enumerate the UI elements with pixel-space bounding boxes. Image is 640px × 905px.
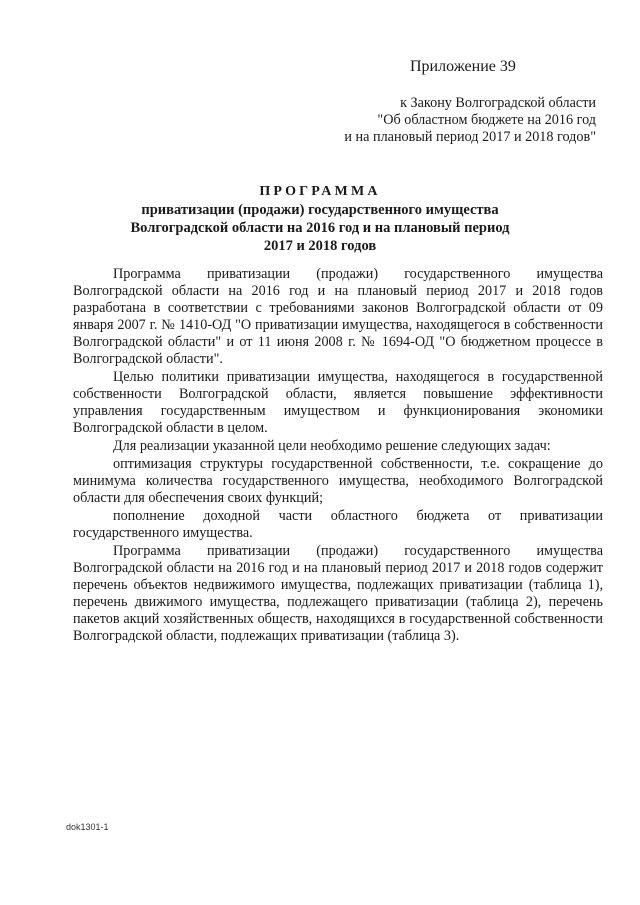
- program-subtitle-line: 2017 и 2018 годов: [263, 238, 377, 254]
- document-id: dok1301-1: [66, 822, 109, 832]
- paragraph: пополнение доходной части областного бюджета от приватизации государственного имущества.: [73, 508, 603, 541]
- law-reference-line: и на плановый период 2017 и 2018 годов": [344, 129, 596, 145]
- appendix-number: Приложение 39: [410, 58, 516, 75]
- paragraph: Программа приватизации (продажи) государственного имущества Волгоградской области на 2016 год и на плановый период 2017 и 2018 годов разработана в соответствии с требованиями законов Волгоградской области от 09 января 2007 г. № 1410-ОД "О приватизации имущества, находящегося в собственности Волгоградской области" и от 11 июня 2008 г. № 1694-ОД "О бюджетном процессе в Волгоградской области".: [73, 266, 603, 367]
- program-subtitle-line: приватизации (продажи) государственного имущества: [141, 202, 499, 218]
- law-reference-line: к Закону Волгоградской области: [400, 95, 596, 111]
- program-heading: ПРОГРАММА: [259, 184, 381, 199]
- paragraph: Программа приватизации (продажи) государственного имущества Волгоградской области на 2016 год и на плановый период 2017 и 2018 годов содержит перечень объектов недвижимого имущества, подлежащих приватизации (таблица 1), перечень движимого имущества, подлежащего приватизации (таблица 2), перечень пакетов акций хозяйственных обществ, находящихся в государственной собственности Волгоградской области, подлежащих приватизации (таблица 3).: [73, 543, 603, 644]
- paragraph: Для реализации указанной цели необходимо решение следующих задач:: [113, 438, 551, 454]
- program-subtitle-line: Волгоградской области на 2016 год и на плановый период: [130, 220, 510, 236]
- document-body: [73, 266, 603, 645]
- paragraph: Целью политики приватизации имущества, находящегося в государственной собственности Волгоградской области, является повышение эффективности управления государственным имуществом и функционирования экономики Волгоградской области в целом.: [73, 369, 603, 436]
- law-reference-line: "Об областном бюджете на 2016 год: [377, 112, 596, 128]
- program-subtitle: [40, 201, 600, 255]
- law-reference: [296, 95, 596, 146]
- paragraph: оптимизация структуры государственной собственности, т.е. сокращение до минимума количества государственного имущества, необходимого Волгоградской области для обеспечения своих функций;: [73, 456, 603, 506]
